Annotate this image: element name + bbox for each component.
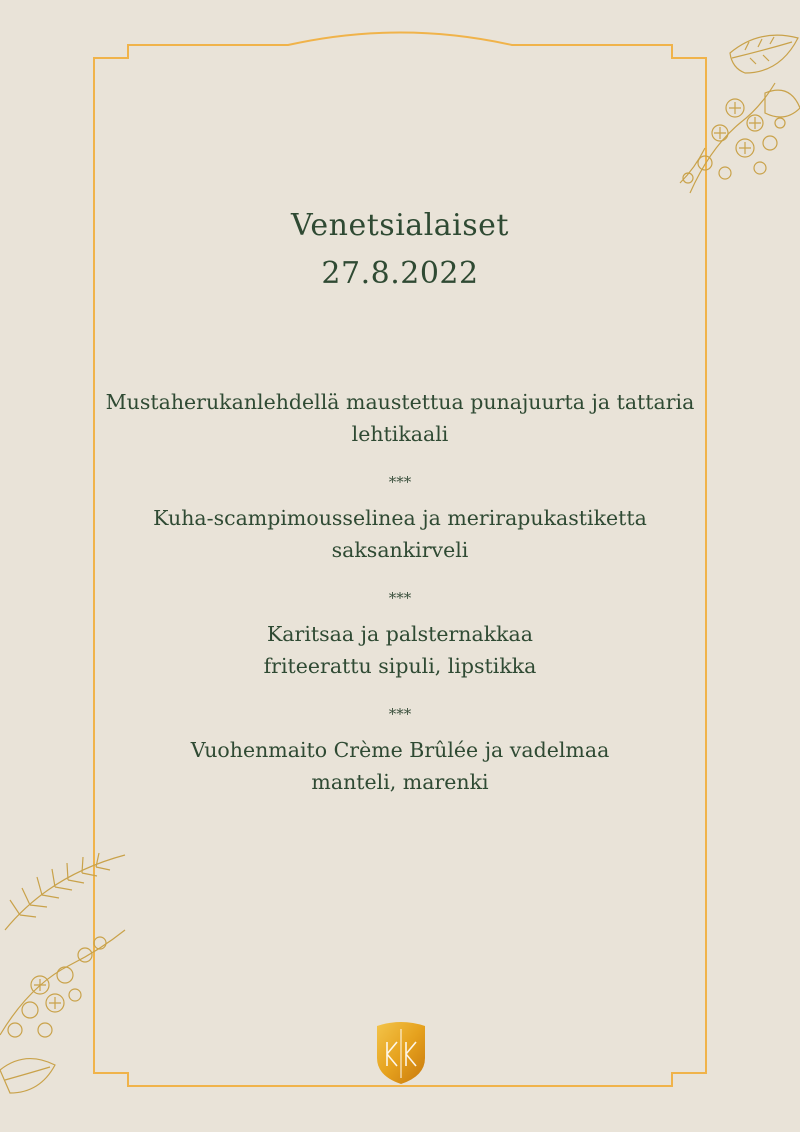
course-item <box>100 734 700 798</box>
course-name: Kuha-scampimousselinea ja merirapukastiketta <box>153 506 647 530</box>
course-item <box>100 386 700 450</box>
course-item <box>100 618 700 682</box>
course-separator: *** <box>388 473 412 491</box>
event-date: 27.8.2022 <box>321 256 479 291</box>
course-side: saksankirveli <box>331 538 469 562</box>
course-side: manteli, marenki <box>311 770 489 794</box>
course-name: Vuohenmaito Crème Brûlée ja vadelmaa <box>190 738 610 762</box>
course-side: friteerattu sipuli, lipstikka <box>263 654 537 678</box>
menu-list <box>100 386 700 798</box>
course-name: Karitsaa ja palsternakkaa <box>266 622 533 646</box>
floral-decoration-top-right <box>660 28 800 203</box>
floral-decoration-bottom-left <box>0 835 130 1105</box>
course-item <box>100 502 700 566</box>
course-separator: *** <box>388 589 412 607</box>
course-side: lehtikaali <box>351 422 449 446</box>
course-separator: *** <box>388 705 412 723</box>
menu-title: Venetsialaiset <box>291 208 509 243</box>
course-name: Mustaherukanlehdellä maustettua punajuurta ja tattaria <box>105 390 695 414</box>
kk-logo <box>373 1020 429 1086</box>
